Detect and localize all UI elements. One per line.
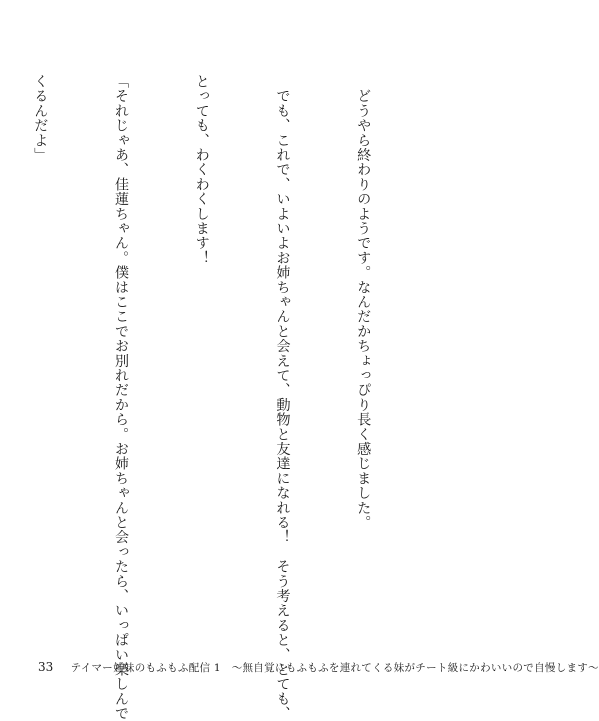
text-line: でも、これで、いよいよお姉ちゃんと会えて、動物と友達になれる！ そう考えると、とても、 [274,74,291,721]
text-line: どうやら終わりのようです。なんだかちょっぴり長く感じました。 [355,74,372,530]
text-line: くるんだよ」 [32,74,49,163]
text-line: とっても、わくわくします！ [193,74,210,266]
page-number: 33 [38,660,54,674]
running-title: テイマー姉妹のもふもふ配信 1 ～無自覚にもふもふを連れてくる妹がチート級にかわいいので自慢します～ [70,662,599,674]
page-footer [38,660,599,675]
text-line: 「それじゃあ、佳蓮ちゃん。僕はここでお別れだから。お姉ちゃんと会ったら、いっぱい楽しんで [113,74,130,721]
